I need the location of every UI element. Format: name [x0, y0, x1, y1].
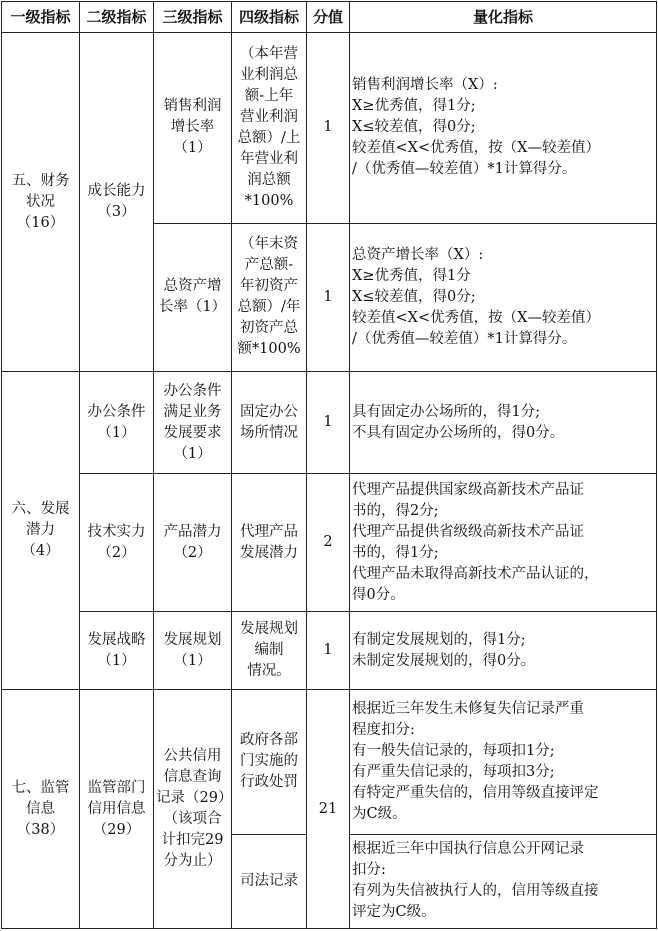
cell-line: *100% [244, 192, 294, 209]
cell-line: （2） [173, 544, 212, 561]
criteria-cell [350, 611, 657, 689]
cell-line: （16） [16, 214, 65, 231]
cell-line: 总额）/年 [237, 299, 301, 316]
cell-line: 额*100% [237, 341, 301, 358]
score-cell: 1 [307, 372, 350, 474]
cell-line: 满足业务 [163, 403, 222, 420]
cell-line: 分为止） [163, 853, 222, 870]
cell-line: 销售利润增长率（X）: [352, 77, 498, 94]
cell-line: 初资产总 [240, 320, 298, 337]
cell-line: 记录（29） [156, 790, 233, 807]
cell-line: X≤较差值，得0分; [352, 119, 476, 136]
cell-line: 司法记录 [240, 872, 298, 889]
cell-line: 营业利润 [240, 108, 298, 125]
criteria-cell [350, 223, 657, 371]
level3-cell [154, 690, 232, 929]
cell-line: 六、发展 [11, 501, 70, 518]
cell-line: （该项合 [163, 811, 222, 828]
cell-line: X≤较差值，得0分; [352, 288, 476, 305]
cell-line: 成长能力 [87, 183, 146, 200]
cell-line: 政府各部 [240, 732, 298, 749]
cell-line: 监管部门 [87, 779, 146, 796]
cell-line: 年营业利 [240, 150, 298, 167]
criteria-cell [350, 690, 657, 834]
cell-line: 较差值<X<优秀值，按（X—较差值） [352, 140, 600, 157]
cell-line: 有列为失信被执行人的，信用等级直接 [352, 883, 599, 900]
cell-line: 产总额- [244, 257, 294, 274]
cell-line: 代理产品提供省级级高新技术产品证 [352, 523, 584, 540]
level2-cell [80, 474, 154, 611]
cell-line: 书的，得2分; [352, 502, 439, 519]
cell-line: 七、监管 [11, 779, 70, 796]
cell-line: 计扣完29 [161, 832, 224, 849]
table-row [2, 474, 657, 611]
cell-line: 未制定发展规划的，得0分。 [352, 652, 536, 669]
cell-line: 代理产品提供国家级高新技术产品证 [352, 481, 584, 498]
cell-line: 潜力 [26, 522, 55, 539]
cell-line: （1） [97, 424, 136, 441]
criteria-cell [350, 834, 657, 928]
table-row [2, 33, 657, 224]
header-level4: 四级指标 [232, 2, 307, 33]
cell-line: （4） [21, 543, 60, 560]
cell-line: 有特定严重失信的，信用等级直接评定 [352, 784, 599, 801]
level2-cell [80, 372, 154, 474]
cell-line: 代理产品 [240, 523, 298, 540]
cell-line: （1） [173, 652, 212, 669]
cell-line: 信用信息 [87, 800, 146, 817]
cell-line: 有一般失信记录的，每项扣1分; [352, 742, 555, 759]
level1-cell [2, 372, 80, 690]
level3-cell [154, 611, 232, 689]
cell-line: 润总额 [247, 171, 291, 188]
cell-line: 得0分。 [352, 586, 405, 603]
cell-line: 额-上年 [244, 87, 294, 104]
level3-cell [154, 372, 232, 474]
level1-cell [2, 33, 80, 372]
cell-line: 程度扣分: [352, 721, 415, 738]
cell-line: （1） [173, 445, 212, 462]
cell-line: （本年营 [240, 45, 298, 62]
cell-line: 扣分: [352, 862, 386, 879]
table-row [2, 372, 657, 474]
cell-line: 不具有固定办公场所的，得0分。 [352, 424, 565, 441]
scoring-table [1, 1, 657, 929]
table-row [2, 690, 657, 834]
cell-line: （3） [97, 204, 136, 221]
level2-cell [80, 690, 154, 929]
cell-line: 信息查询 [163, 769, 222, 786]
cell-line: 年初资产 [240, 278, 298, 295]
cell-line: 发展潜力 [240, 544, 298, 561]
cell-line: X≥优秀值，得1分; [352, 98, 476, 115]
cell-line: 办公条件 [163, 382, 222, 399]
level2-cell [80, 33, 154, 372]
cell-line: 五、财务 [11, 172, 70, 189]
header-level3: 三级指标 [154, 2, 232, 33]
cell-line: 根据近三年中国执行信息公开网记录 [352, 841, 584, 858]
cell-line: 门实施的 [240, 753, 298, 770]
cell-line: /（优秀值—较差值）*1计算得分。 [352, 161, 577, 178]
cell-line: 编制 [254, 642, 284, 659]
cell-line: 代理产品未取得高新技术产品认证的， [352, 565, 599, 582]
score-cell: 1 [307, 33, 350, 224]
cell-line: 办公条件 [87, 403, 146, 420]
cell-line: 状况 [26, 193, 55, 210]
criteria-cell [350, 33, 657, 224]
cell-line: （2） [97, 544, 136, 561]
score-cell: 2 [307, 474, 350, 611]
score-cell: 21 [307, 690, 350, 929]
cell-line: 有严重失信记录的，每项扣3分; [352, 763, 555, 780]
criteria-cell [350, 474, 657, 611]
cell-line: （年末资 [240, 236, 298, 253]
score-cell: 1 [307, 611, 350, 689]
cell-line: 具有固定办公场所的，得1分; [352, 403, 541, 420]
cell-line: 评定为C级。 [352, 904, 436, 921]
cell-line: 信息 [26, 800, 55, 817]
cell-line: 发展要求 [163, 424, 222, 441]
cell-line: 发展规划 [163, 631, 222, 648]
level4-cell [232, 372, 307, 474]
table-row [2, 611, 657, 689]
cell-line: 技术实力 [87, 523, 146, 540]
cell-line: （1） [97, 652, 136, 669]
cell-line: 有制定发展规划的，得1分; [352, 631, 526, 648]
cell-line: 产品潜力 [163, 523, 222, 540]
criteria-cell [350, 372, 657, 474]
cell-line: 公共信用 [163, 748, 222, 765]
header-score: 分值 [307, 2, 350, 33]
header-criteria: 量化指标 [350, 2, 657, 33]
cell-line: 总资产增 [163, 278, 222, 295]
score-cell: 1 [307, 223, 350, 371]
level4-cell [232, 33, 307, 224]
cell-line: 增长率 [170, 119, 215, 136]
cell-line: 情况。 [247, 663, 291, 680]
cell-line: 总资产增长率（X）: [352, 246, 484, 263]
cell-line: 场所情况 [240, 424, 298, 441]
level1-cell [2, 690, 80, 929]
cell-line: 固定办公 [240, 403, 298, 420]
level4-cell [232, 223, 307, 371]
level3-cell [154, 474, 232, 611]
cell-line: 书的，得1分; [352, 544, 439, 561]
level4-cell [232, 474, 307, 611]
cell-line: 长率（1） [158, 299, 227, 316]
cell-line: 根据近三年发生未修复失信记录严重 [352, 700, 584, 717]
cell-line: 总额）/上 [237, 129, 301, 146]
header-level1: 一级指标 [2, 2, 80, 33]
level3-cell [154, 33, 232, 224]
cell-line: 发展战略 [87, 631, 146, 648]
level4-cell [232, 690, 307, 834]
level3-cell [154, 223, 232, 371]
header-level2: 二级指标 [80, 2, 154, 33]
cell-line: 发展规划 [240, 621, 298, 638]
cell-line: 行政处罚 [240, 774, 298, 791]
cell-line: （38） [16, 821, 65, 838]
cell-line: 销售利润 [163, 98, 222, 115]
cell-line: 为C级。 [352, 805, 407, 822]
level2-cell [80, 611, 154, 689]
cell-line: （29） [92, 821, 141, 838]
level4-cell [232, 611, 307, 689]
level4-cell [232, 834, 307, 928]
cell-line: 较差值<X<优秀值，按（X—较差值） [352, 309, 600, 326]
cell-line: /（优秀值—较差值）*1计算得分。 [352, 330, 577, 347]
header-row [2, 2, 657, 33]
cell-line: 业利润总 [240, 66, 298, 83]
cell-line: X≥优秀值，得1分 [352, 267, 471, 284]
cell-line: （1） [173, 140, 212, 157]
